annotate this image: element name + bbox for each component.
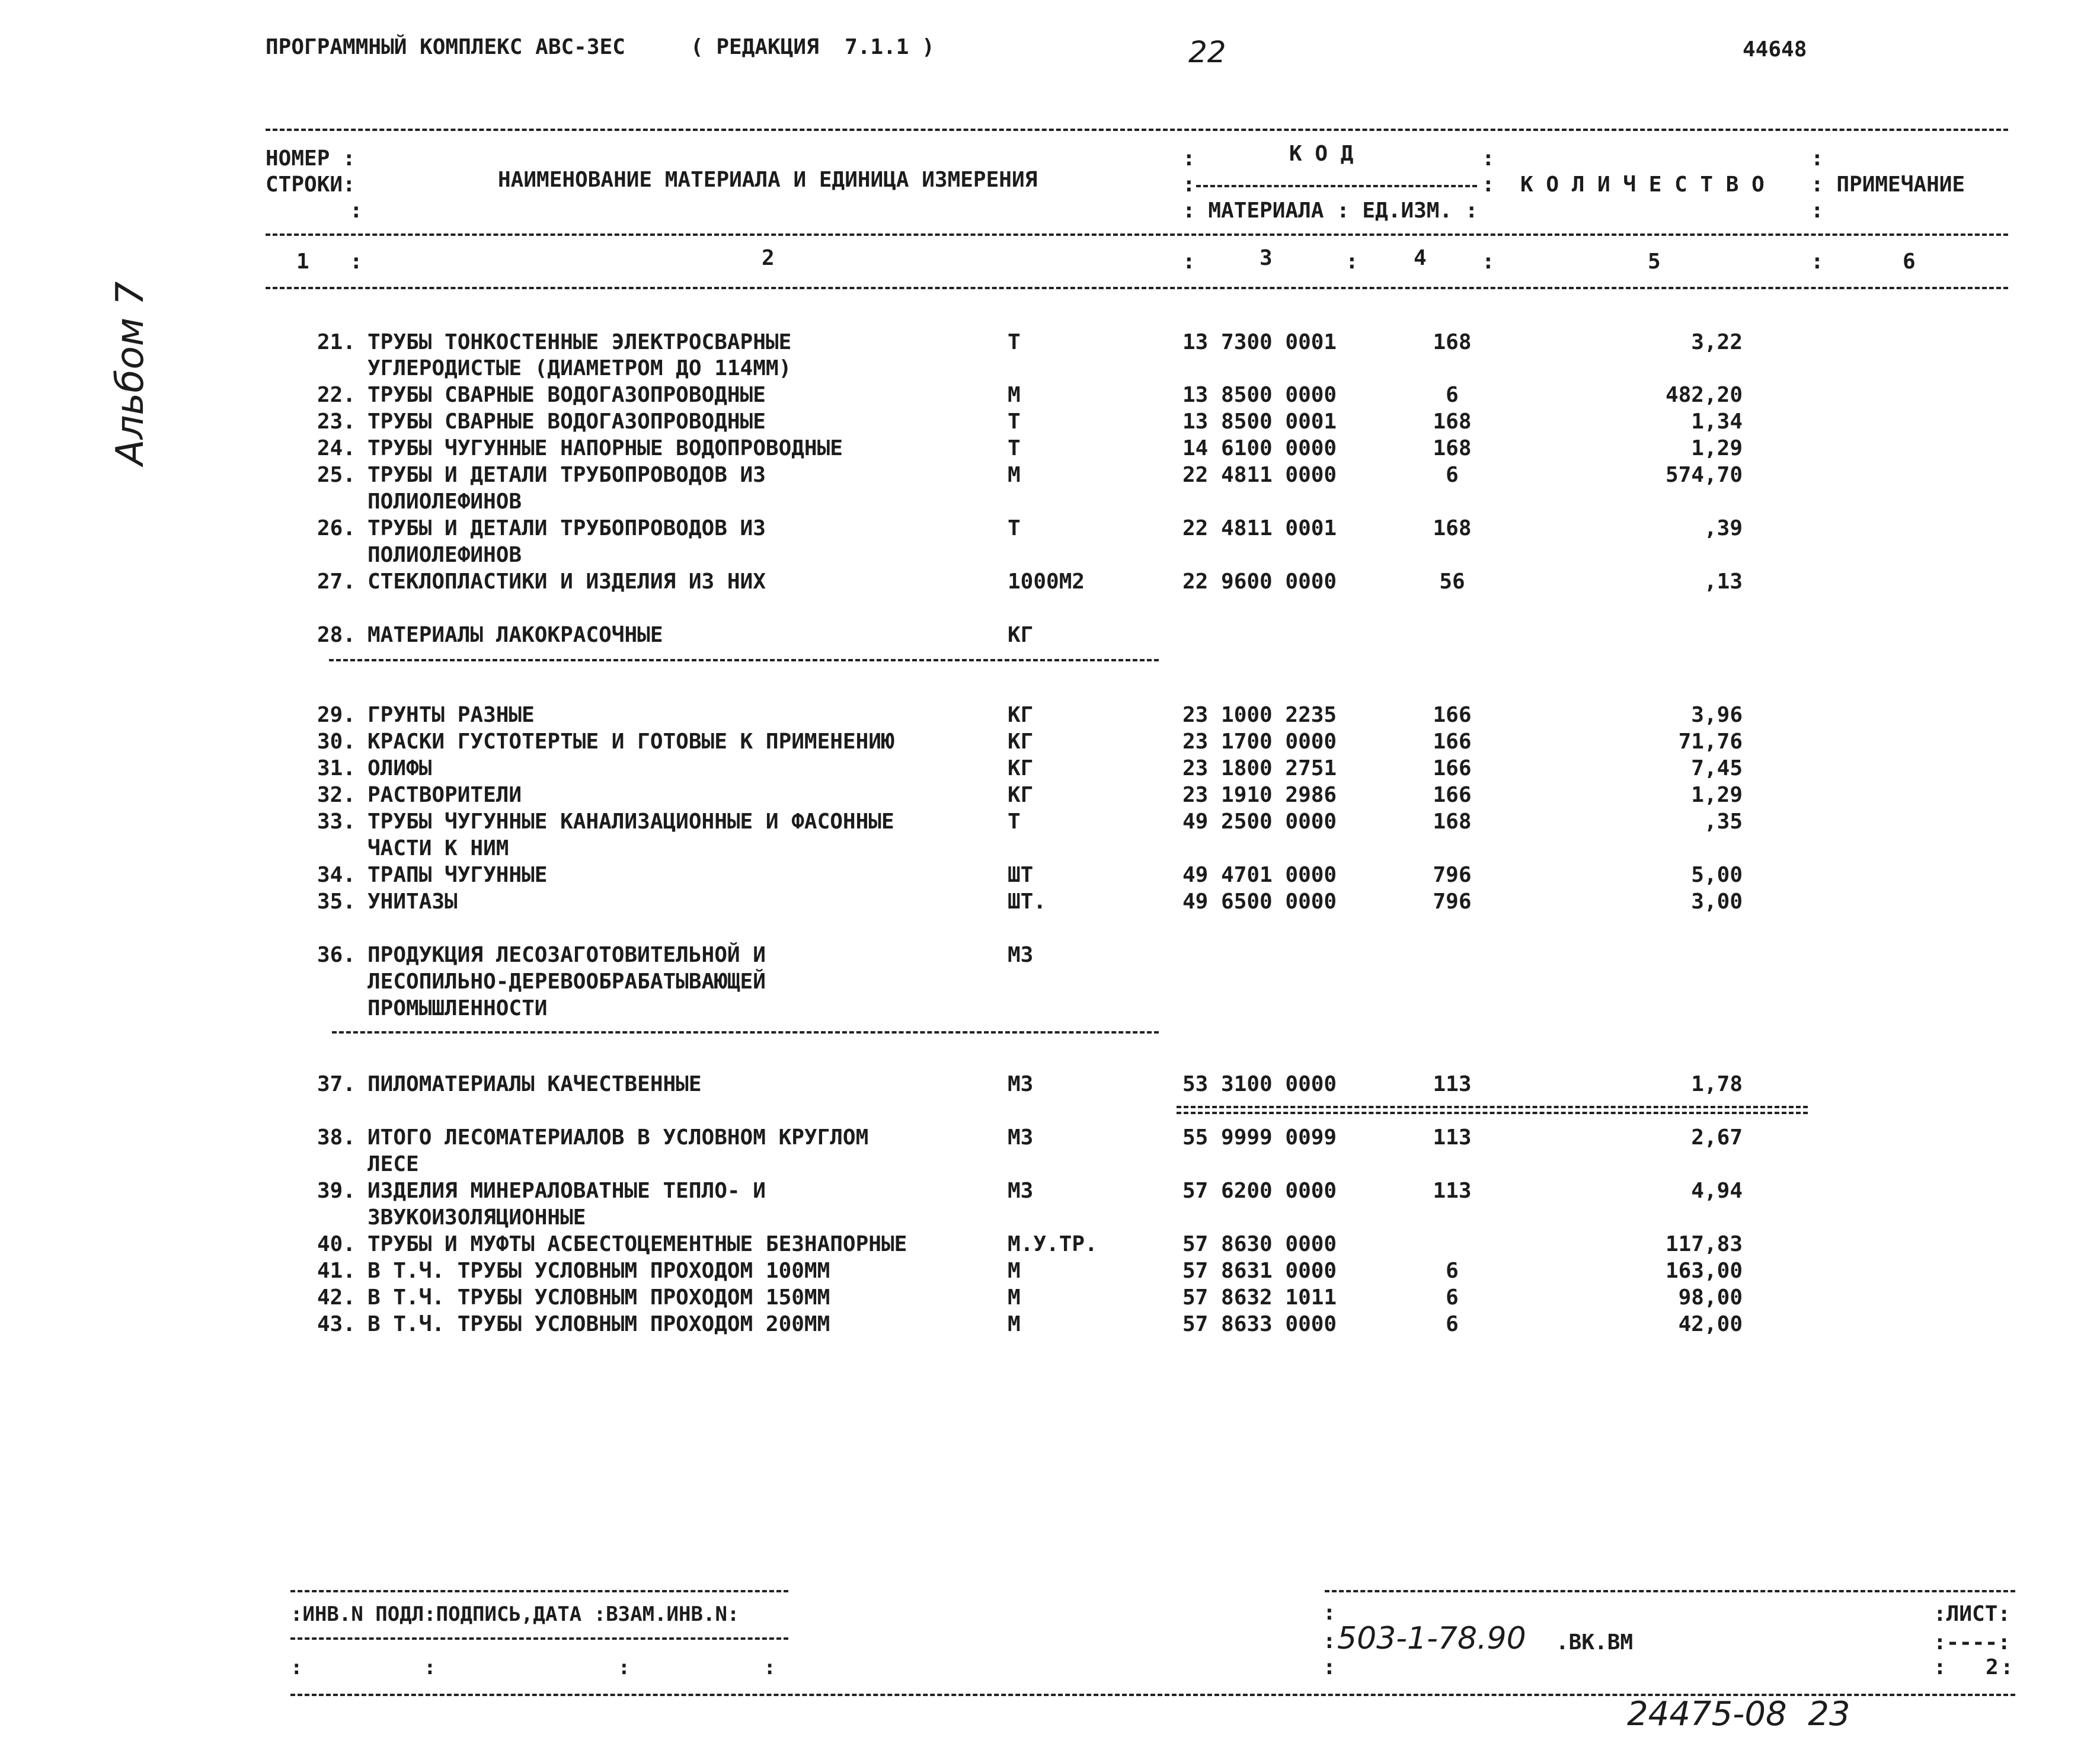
table-row: ПОЛИОЛЕФИНОВ xyxy=(367,490,522,514)
album-side-label: Альбом 7 xyxy=(108,281,152,466)
table-row: 42. В Т.Ч. ТРУБЫ УСЛОВНЫМ ПРОХОДОМ 150ММ М 57 8632 1011 6 98,00 xyxy=(317,1285,1743,1310)
table-row: 41. В Т.Ч. ТРУБЫ УСЛОВНЫМ ПРОХОДОМ 100ММ М 57 8631 0000 6 163,00 xyxy=(317,1259,1743,1283)
table-row: 43. В Т.Ч. ТРУБЫ УСЛОВНЫМ ПРОХОДОМ 200ММ М 57 8633 0000 6 42,00 xyxy=(317,1312,1743,1336)
document-id: 44648 xyxy=(1743,37,1807,62)
table-row: 23. ТРУБЫ СВАРНЫЕ ВОДОГАЗОПРОВОДНЫЕ Т 13 8500 0001 168 1,34 xyxy=(317,409,1743,434)
col-number-2: 2 xyxy=(762,246,775,270)
table-row: 33. ТРУБЫ ЧУГУННЫЕ КАНАЛИЗАЦИОННЫЕ И ФАСОННЫЕ Т 49 2500 0000 168 ,35 xyxy=(317,810,1743,834)
table-row: 24. ТРУБЫ ЧУГУННЫЕ НАПОРНЫЕ ВОДОПРОВОДНЫЕ Т 14 6100 0000 168 1,29 xyxy=(317,436,1743,460)
handwritten-reference: 24475-08 23 xyxy=(1627,1695,1850,1733)
table-row: 38. ИТОГО ЛЕСОМАТЕРИАЛОВ В УСЛОВНОМ КРУГЛОМ М3 55 9999 0099 113 2,67 xyxy=(317,1125,1743,1150)
table-row: ПОЛИОЛЕФИНОВ xyxy=(367,543,522,567)
col-number-4: 4 xyxy=(1414,246,1427,270)
edition-label: ( РЕДАКЦИЯ 7.1.1 ) xyxy=(691,35,935,59)
col-number-3: 3 xyxy=(1260,246,1273,270)
col-number-1: 1 xyxy=(296,249,309,274)
total-double-rule xyxy=(1177,1106,1808,1114)
table-row: 26. ТРУБЫ И ДЕТАЛИ ТРУБОПРОВОДОВ ИЗ Т 22 4811 0001 168 ,39 xyxy=(317,516,1743,540)
section-divider xyxy=(329,659,1159,661)
col-number-6: 6 xyxy=(1903,249,1916,274)
table-row: 29. ГРУНТЫ РАЗНЫЕ КГ 23 1000 2235 166 3,96 xyxy=(317,703,1743,727)
table-row: 37. ПИЛОМАТЕРИАЛЫ КАЧЕСТВЕННЫЕ М3 53 3100 0000 113 1,78 xyxy=(317,1072,1743,1096)
table-row: 27. СТЕКЛОПЛАСТИКИ И ИЗДЕЛИЯ ИЗ НИХ 1000М2 22 9600 0000 56 ,13 xyxy=(317,570,1743,594)
table-row: 28. МАТЕРИАЛЫ ЛАКОКРАСОЧНЫЕ КГ xyxy=(317,623,1034,647)
document-suffix: .ВК.ВМ xyxy=(1556,1630,1634,1655)
table-row: 36. ПРОДУКЦИЯ ЛЕСОЗАГОТОВИТЕЛЬНОЙ И М3 xyxy=(317,943,1034,967)
program-title: ПРОГРАММНЫЙ КОМПЛЕКС АВС-ЗЕС xyxy=(266,35,625,59)
header-top-rule xyxy=(266,129,2008,131)
col-number-5: 5 xyxy=(1648,249,1661,274)
table-row: ЛЕСЕ xyxy=(367,1152,419,1176)
stamp-header: :ИНВ.N ПОДЛ:ПОДПИСЬ,ДАТА :ВЗАМ.ИНВ.N: xyxy=(290,1602,740,1626)
table-row: ЧАСТИ К НИМ xyxy=(367,836,509,860)
stamp-fields: : : : : xyxy=(290,1656,776,1679)
page-number: 22 xyxy=(1188,35,1226,69)
table-row: 32. РАСТВОРИТЕЛИ КГ 23 1910 2986 166 1,29 xyxy=(317,783,1743,807)
table-row: 21. ТРУБЫ ТОНКОСТЕННЫЕ ЭЛЕКТРОСВАРНЫЕ Т 13 7300 0001 168 3,22 xyxy=(317,330,1743,354)
table-row: 39. ИЗДЕЛИЯ МИНЕРАЛОВАТНЫЕ ТЕПЛО- И М3 57 6200 0000 113 4,94 xyxy=(317,1179,1743,1203)
row-number-header-2: СТРОКИ: xyxy=(266,172,356,197)
sheet-separator: :----: xyxy=(1933,1630,2011,1655)
name-column-header: НАИМЕНОВАНИЕ МАТЕРИАЛА И ЕДИНИЦА ИЗМЕРЕНИЯ xyxy=(498,168,1038,192)
row-number-header-1: НОМЕР : xyxy=(266,146,356,171)
row-number-header-3: : xyxy=(350,199,363,223)
table-row: ПРОМЫШЛЕННОСТИ xyxy=(367,996,548,1020)
quantity-column-header: К О Л И Ч Е С Т В О xyxy=(1520,172,1765,197)
code-column-header: К О Д xyxy=(1289,142,1354,166)
sheet-number: 2 xyxy=(1986,1655,1999,1679)
code-subheader: : МАТЕРИАЛА : ЕД.ИЗМ. : xyxy=(1182,199,1478,223)
table-row: 30. КРАСКИ ГУСТОТЕРТЫЕ И ГОТОВЫЕ К ПРИМЕНЕНИЮ КГ 23 1700 0000 166 71,76 xyxy=(317,730,1743,754)
header-bottom-rule xyxy=(266,287,2008,289)
sheet-label: :ЛИСТ: xyxy=(1933,1602,2011,1626)
section-divider xyxy=(332,1031,1159,1034)
table-row: ЗВУКОИЗОЛЯЦИОННЫЕ xyxy=(367,1205,586,1230)
table-row: ЛЕСОПИЛЬНО-ДЕРЕВООБРАБАТЫВАЮЩЕЙ xyxy=(367,970,766,994)
table-row: УГЛЕРОДИСТЫЕ (ДИАМЕТРОМ ДО 114ММ) xyxy=(367,356,792,380)
note-column-header: : ПРИМЕЧАНИЕ xyxy=(1811,172,1965,197)
table-row: 22. ТРУБЫ СВАРНЫЕ ВОДОГАЗОПРОВОДНЫЕ М 13 8500 0000 6 482,20 xyxy=(317,383,1743,407)
table-row: 40. ТРУБЫ И МУФТЫ АСБЕСТОЦЕМЕНТНЫЕ БЕЗНАПОРНЫЕ М.У.ТР. 57 8630 0000 117,83 xyxy=(317,1232,1743,1256)
document-code: 503-1-78.90 xyxy=(1337,1621,1526,1656)
table-row: 25. ТРУБЫ И ДЕТАЛИ ТРУБОПРОВОДОВ ИЗ М 22 4811 0000 6 574,70 xyxy=(317,463,1743,487)
table-row: 31. ОЛИФЫ КГ 23 1800 2751 166 7,45 xyxy=(317,756,1743,780)
table-row: 35. УНИТАЗЫ ШТ. 49 6500 0000 796 3,00 xyxy=(317,890,1743,914)
header-mid-rule xyxy=(266,233,2008,236)
table-row: 34. ТРАПЫ ЧУГУННЫЕ ШТ 49 4701 0000 796 5,00 xyxy=(317,863,1743,887)
